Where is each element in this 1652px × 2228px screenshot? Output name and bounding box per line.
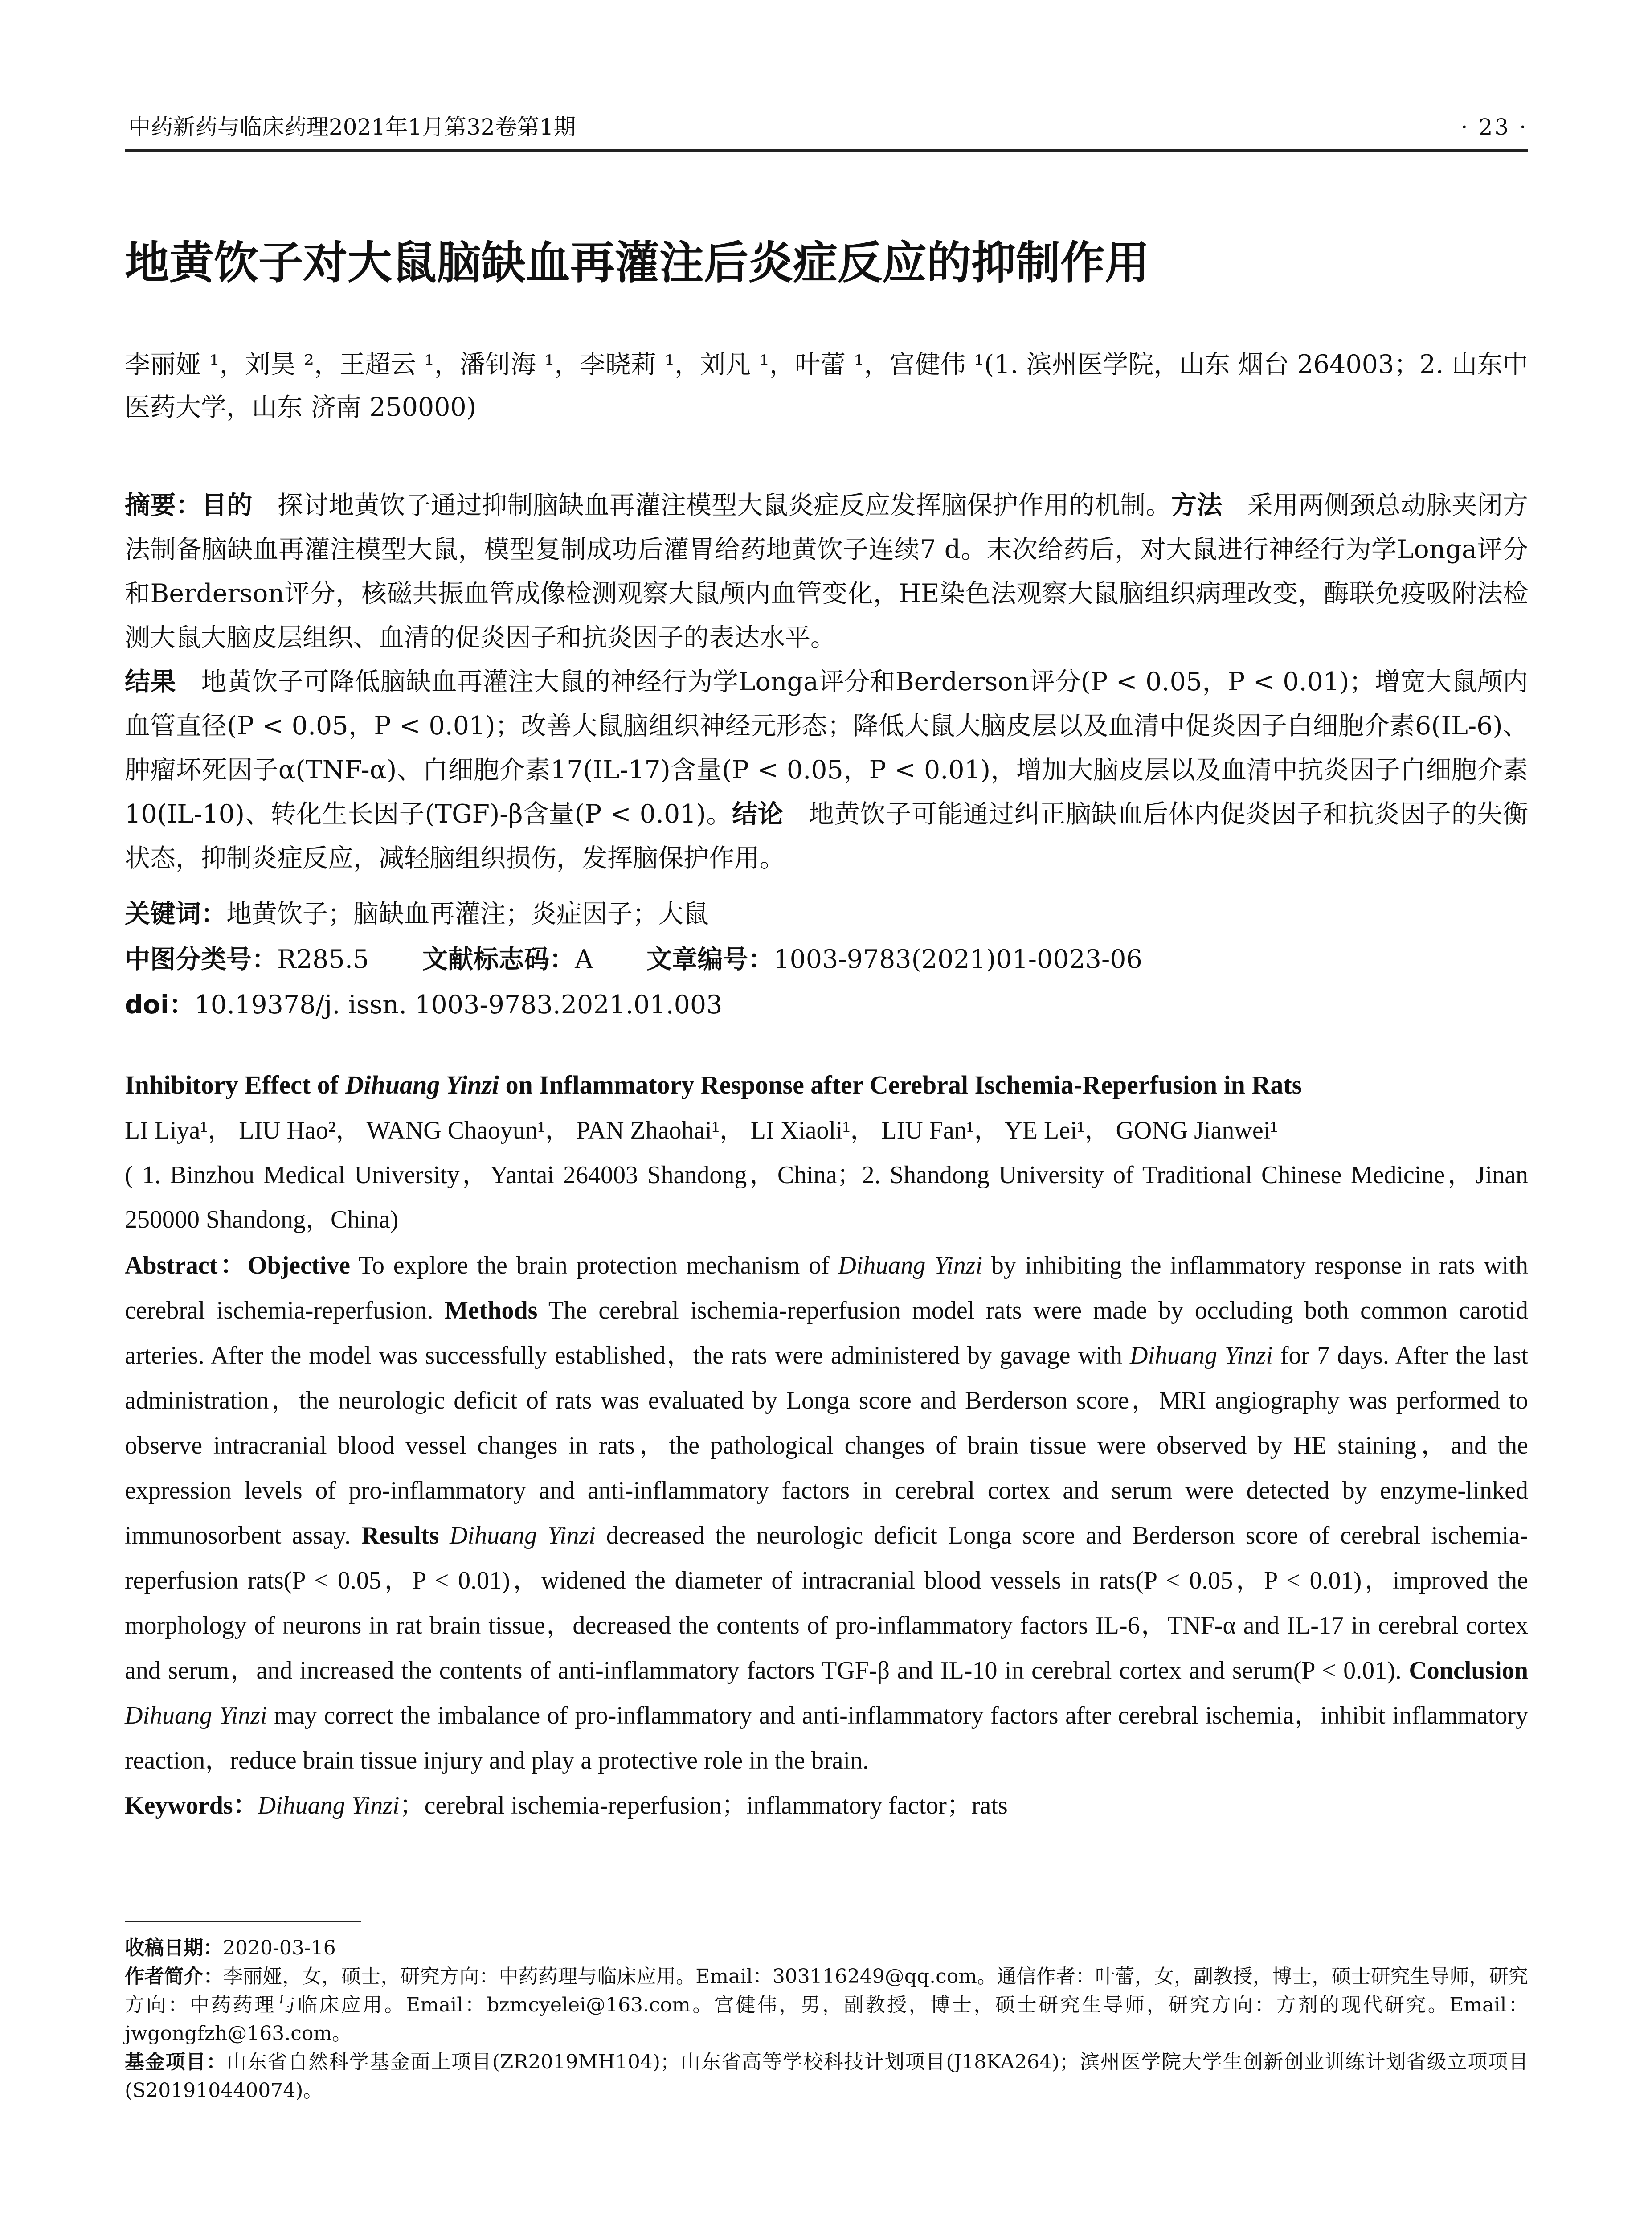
classification-row <box>125 937 1528 982</box>
doc-code-label: 文献标志码： <box>422 945 575 974</box>
footnotes <box>125 1934 1528 2105</box>
article-number-label: 文章编号： <box>646 945 774 974</box>
received-label: 收稿日期： <box>125 1937 223 1959</box>
received-value: 2020-03-16 <box>223 1937 336 1959</box>
results-text-en: decreased the neurologic deficit Longa score and Berderson score of cerebral ischemia-reperfusion rats(P < 0.05，P < 0.01)，widened the diameter of intracranial blood vessels in rats(P < 0.05，P < 0.01)，improved the morphology of neurons in rat brain tissue，decreased the contents of pro-inflammatory factors IL-6，TNF-α and IL-17 in cerebral cortex and serum，and increased the contents of anti-inflammatory factors TGF-β and IL-10 in cerebral cortex and serum(P < 0.01). <box>125 1522 1528 1684</box>
results-text-cn: 地黄饮子可降低脑缺血再灌注大鼠的神经行为学Longa评分和Berderson评分(P < 0.05，P < 0.01)；增宽大鼠颅内血管直径(P < 0.05，P < 0.01)；改善大鼠脑组织神经元形态；降低大鼠大脑皮层以及血清中促炎因子白细胞介素6(IL-6)、肿瘤坏死因子α(TNF-α)、白细胞介素17(IL-17)含量(P < 0.05，P < 0.01)，增加大脑皮层以及血清中抗炎因子白细胞介素10(IL-10)、转化生长因子(TGF)-β含量(P < 0.01)。 <box>125 667 1529 829</box>
keywords-rest-en: ；cerebral ischemia-reperfusion；inflammatory factor；rats <box>399 1792 1008 1819</box>
keywords-row-en <box>125 1783 1528 1828</box>
objective-label-cn: 目的 <box>201 491 253 520</box>
doc-code-value: A <box>575 945 593 974</box>
results-label-cn: 结果 <box>125 667 176 696</box>
running-header <box>125 109 1528 145</box>
author-block-cn <box>125 343 1528 429</box>
clc-label: 中图分类号： <box>125 945 277 974</box>
author-names-en: LI Liya¹， LIU Hao²， WANG Chaoyun¹， PAN Zhaohai¹， LI Xiaoli¹， LIU Fan¹， YE Lei¹， GONG Jianwei¹ <box>125 1117 1278 1144</box>
journal-issue: 中药新药与临床药理2021年1月第32卷第1期 <box>128 114 576 140</box>
methods-text-en-a: The cerebral ischemia-reperfusion model rats were made by occluding both common carotid arteries. After the model was successfully established，the rats were administered by gavage with <box>125 1297 1528 1369</box>
page-number: · 23 · <box>1460 114 1528 140</box>
abstract-label-en: Abstract： <box>125 1252 248 1279</box>
abstract-en <box>125 1243 1528 1828</box>
results-label-en: Results <box>361 1522 439 1549</box>
keywords-value-cn: 地黄饮子；脑缺血再灌注；炎症因子；大鼠 <box>226 899 709 929</box>
conclusion-label-cn: 结论 <box>732 799 784 829</box>
article-title-cn: 地黄饮子对大鼠脑缺血再灌注后炎症反应的抑制作用 <box>125 237 1149 289</box>
author-bio-note <box>125 1962 1528 2048</box>
conclusion-herb-en: Dihuang Yinzi <box>125 1702 267 1729</box>
conclusion-label-en: Conclusion <box>1409 1657 1528 1684</box>
conclusion-text-cn: 地黄饮子可能通过纠正脑缺血后体内促炎因子和抗炎因子的失衡状态，抑制炎症反应，减轻脑组织损伤，发挥脑保护作用。 <box>125 799 1529 873</box>
objective-text-en-b: by inhibiting the inflammatory response in rats with cerebral ischemia-reperfusion. <box>125 1252 1528 1324</box>
methods-text-en-b: for 7 days. After the last administration，the neurologic deficit of rats was evaluated by Longa score and Berderson score，MRI angiography was performed to observe intracranial blood vessel changes in rats，the pathological changes of brain tissue were observed by HE staining，and the expression levels of pro-inflammatory and anti-inflammatory factors in cerebral cortex and serum were detected by enzyme-linked immunosorbent assay. <box>125 1342 1529 1549</box>
article-metadata-cn <box>125 891 1528 1028</box>
funding-label: 基金项目： <box>125 2051 227 2073</box>
author-affiliations-en: ( 1. Binzhou Medical University，Yantai 264003 Shandong，China；2. Shandong University of Traditional Chinese Medicine，Jinan 250000 Shandong，China) <box>125 1161 1528 1233</box>
keywords-label-cn: 关键词： <box>125 899 226 929</box>
author-names-cn: 李丽娅 ¹，刘昊 ²，王超云 ¹，潘钊海 ¹，李晓莉 ¹，刘凡 ¹，叶蕾 ¹，宫健伟 ¹ <box>125 350 984 379</box>
title-en-herb: Dihuang Yinzi <box>345 1070 499 1099</box>
doi-value: 10.19378/j. issn. 1003-9783.2021.01.003 <box>194 990 723 1020</box>
funding-value: 山东省自然科学基金面上项目(ZR2019MH104)；山东省高等学校科技计划项目(J18KA264)；滨州医学院大学生创新创业训练计划省级立项项目(S201910440074)。 <box>125 2051 1529 2102</box>
objective-herb-en: Dihuang Yinzi <box>838 1252 983 1279</box>
objective-label-en: Objective <box>247 1252 351 1279</box>
abstract-cn <box>125 483 1528 881</box>
keywords-herb-en: Dihuang Yinzi <box>258 1792 400 1819</box>
doi-label: doi： <box>125 990 195 1020</box>
author-bio-value: 李丽娅，女，硕士，研究方向：中药药理与临床应用。Email：303116249@qq.com。通信作者：叶蕾，女，副教授，博士，硕士研究生导师，研究方向：中药药理与临床应用。Email：bzmcyelei@163.com。宫健伟，男，副教授，博士，硕士研究生导师，研究方向：方剂的现代研究。Email：jwgongfzh@163.com。 <box>125 1965 1528 2045</box>
abstract-label-cn: 摘要： <box>125 491 201 520</box>
methods-text-cn: 采用两侧颈总动脉夹闭方法制备脑缺血再灌注模型大鼠，模型复制成功后灌胃给药地黄饮子连续7 d。末次给药后，对大鼠进行神经行为学Longa评分和Berderson评分，核磁共振血管成像检测观察大鼠颅内血管变化，HE染色法观察大鼠脑组织病理改变，酶联免疫吸附法检测大鼠大脑皮层组织、血清的促炎因子和抗炎因子的表达水平。 <box>125 491 1529 652</box>
objective-text-en-a: To explore the brain protection mechanism of <box>350 1252 838 1279</box>
keywords-row-cn <box>125 891 1528 937</box>
received-date-note <box>125 1934 1528 1962</box>
methods-label-cn: 方法 <box>1171 491 1223 520</box>
author-affiliations-cn: (1. 滨州医学院，山东 烟台 264003；2. 山东中医药大学，山东 济南 250000) <box>125 350 1528 422</box>
title-en-part3: on Inflammatory Response after Cerebral Ischemia-Reperfusion in Rats <box>499 1070 1302 1099</box>
results-herb-en: Dihuang Yinzi <box>439 1522 596 1549</box>
conclusion-text-en: may correct the imbalance of pro-inflammatory and anti-inflammatory factors after cerebral ischemia，inhibit inflammatory reaction，reduce brain tissue injury and play a protective role in the brain. <box>125 1702 1528 1774</box>
clc-value: R285.5 <box>277 945 369 974</box>
objective-text-cn: 探讨地黄饮子通过抑制脑缺血再灌注模型大鼠炎症反应发挥脑保护作用的机制。 <box>277 491 1171 520</box>
methods-herb-en: Dihuang Yinzi <box>1130 1342 1273 1369</box>
funding-note <box>125 2048 1528 2105</box>
methods-label-en: Methods <box>444 1297 538 1324</box>
article-title-en <box>125 1063 1528 1107</box>
keywords-label-en: Keywords： <box>125 1792 258 1819</box>
doi-row <box>125 982 1528 1028</box>
footnote-rule <box>125 1921 361 1922</box>
header-rule <box>125 149 1528 152</box>
article-number-value: 1003-9783(2021)01-0023-06 <box>773 945 1142 974</box>
author-bio-label: 作者简介： <box>125 1965 223 1988</box>
title-en-part1: Inhibitory Effect of <box>125 1070 345 1099</box>
